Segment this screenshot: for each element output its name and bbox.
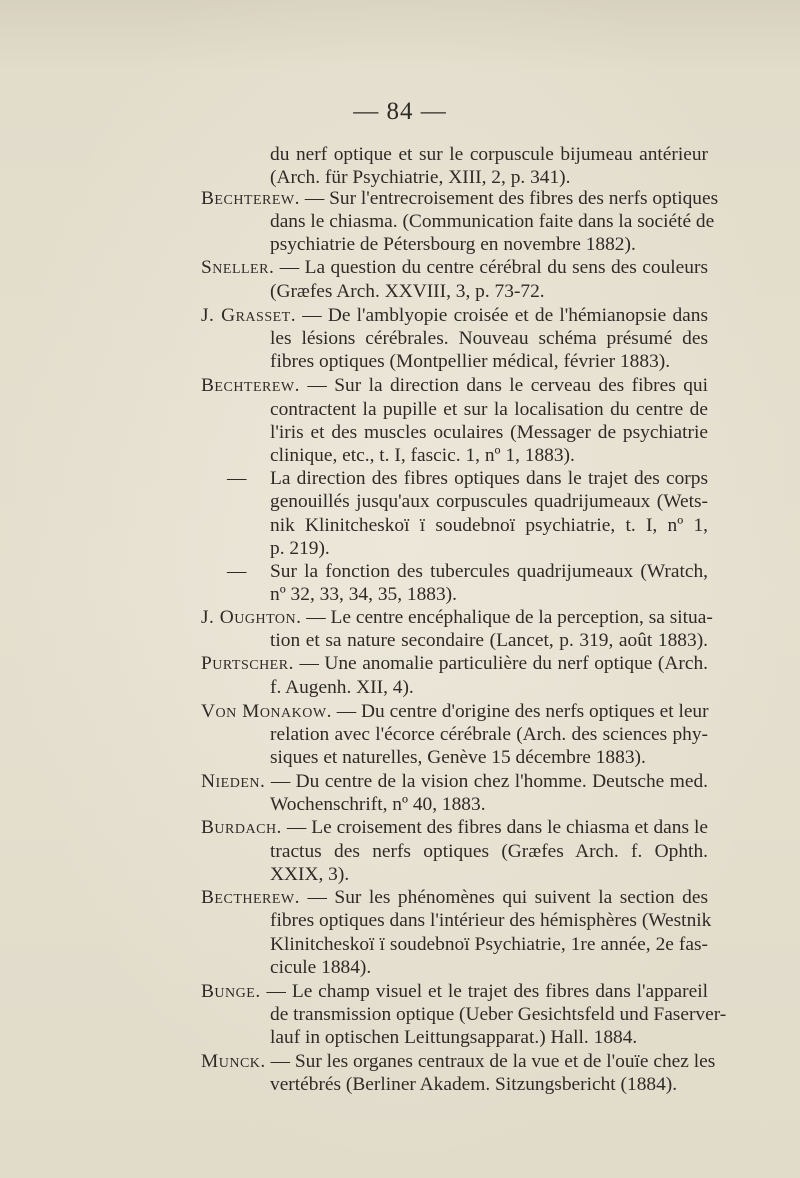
ditto-dash: — (227, 561, 247, 582)
entry-author: Munck. (201, 1051, 266, 1072)
entry-text-line: fibres optiques (Montpellier médical, février 1883). (270, 351, 671, 372)
entry-first-line (201, 606, 713, 630)
entry-text: — Sur l'entrecroisement des fibres des nerfs optiques (300, 188, 719, 209)
entry-first-line (201, 700, 708, 724)
entry-text-line: vertébrés (Berliner Akadem. Sitzungsbericht (1884). (270, 1074, 678, 1095)
entry-text: — Sur la direction dans le cerveau des fibres qui (300, 375, 708, 396)
entry-first-line (201, 770, 708, 794)
entry-text-line: lauf in optischen Leittungsapparat.) Hall. 1884. (270, 1027, 638, 1048)
entry-first-line (201, 652, 708, 676)
entry-author: J. Grasset. (201, 305, 297, 326)
entry-author: Bechterew. (201, 188, 300, 209)
entry-first-line (201, 1050, 716, 1074)
entry-text-line: cicule 1884). (270, 957, 372, 978)
entry-text-line: La direction des fibres optiques dans le trajet des corps (270, 468, 708, 489)
entry-author: Von Monakow. (201, 701, 332, 722)
page-number: — 84 — (353, 98, 447, 125)
entry-text-line: Sur la fonction des tubercules quadrijumeaux (Wratch, (270, 561, 708, 582)
entry-text-line: genouillés jusqu'aux corpuscules quadrijumeaux (Wets- (270, 491, 708, 512)
entry-text-line: XXIX, 3). (270, 864, 350, 885)
entry-first-line (201, 374, 708, 398)
entry-first-line (201, 256, 708, 280)
entry-text: — La question du centre cérébral du sens des couleurs (274, 257, 708, 278)
entry-text-line: (Arch. für Psychiatrie, XIII, 2, p. 341). (270, 167, 571, 188)
entry-text: — Du centre d'origine des nerfs optiques et leur (331, 701, 709, 722)
entry-text: — Sur les organes centraux de la vue et de l'ouïe chez les (265, 1051, 716, 1072)
entry-author: J. Oughton. (201, 607, 302, 628)
entry-text-line: nik Klinitcheskoï ï soudebnoï psychiatrie, t. I, nº 1, (270, 515, 708, 536)
entry-text-line: du nerf optique et sur le corpuscule bijumeau antérieur (270, 144, 708, 165)
entry-text-line: fibres optiques dans l'intérieur des hémisphères (Westnik (270, 910, 712, 931)
entry-first-line (201, 187, 719, 211)
entry-first-line (201, 980, 708, 1004)
entry-first-line (201, 304, 708, 328)
entry-text-line: les lésions cérébrales. Nouveau schéma présumé des (270, 328, 708, 349)
entry-author: Bunge. (201, 981, 261, 1002)
entry-text-line: Klinitcheskoï ï soudebnoï Psychiatrie, 1re année, 2e fas- (270, 934, 708, 955)
entry-text: — De l'amblyopie croisée et de l'hémianopsie dans (296, 305, 708, 326)
entry-text-line: clinique, etc., t. I, fascic. 1, nº 1, 1883). (270, 445, 575, 466)
entry-author: Nieden. (201, 771, 266, 792)
entry-author: Purtscher. (201, 653, 294, 674)
entry-author: Sneller. (201, 257, 275, 278)
entry-text-line: Wochenschrift, nº 40, 1883. (270, 794, 486, 815)
entry-text: — Sur les phénomènes qui suivent la section des (300, 887, 708, 908)
entry-text-line: contractent la pupille et sur la localisation du centre de (270, 399, 708, 420)
entry-text: — Du centre de la vision chez l'homme. Deutsche med. (265, 771, 708, 792)
entry-text-line: nº 32, 33, 34, 35, 1883). (270, 584, 457, 605)
entry-text-line: psychiatrie de Pétersbourg en novembre 1882). (270, 234, 636, 255)
entry-text-line: dans le chiasma. (Communication faite dans la société de (270, 211, 715, 232)
entry-text-line: siques et naturelles, Genève 15 décembre 1883). (270, 747, 646, 768)
entry-text-line: (Græfes Arch. XXVIII, 3, p. 73-72. (270, 281, 545, 302)
entry-text: — Une anomalie particulière du nerf optique (Arch. (293, 653, 708, 674)
entry-text-line: tractus des nerfs optiques (Græfes Arch. f. Ophth. (270, 841, 708, 862)
entry-text: — Le croisement des fibres dans le chiasma et dans le (281, 817, 708, 838)
ditto-dash: — (227, 468, 247, 489)
entry-text-line: p. 219). (270, 538, 330, 559)
entry-text-line: relation avec l'écorce cérébrale (Arch. des sciences phy- (270, 724, 708, 745)
entry-text-line: l'iris et des muscles oculaires (Messager de psychiatrie (270, 422, 708, 443)
entry-text-line: de transmission optique (Ueber Gesichtsfeld und Faserver- (270, 1004, 727, 1025)
entry-text: — Le champ visuel et le trajet des fibres dans l'appareil (260, 981, 708, 1002)
entry-author: Burdach. (201, 817, 282, 838)
entry-text-line: tion et sa nature secondaire (Lancet, p. 319, août 1883). (270, 630, 708, 651)
entry-text: — Le centre encéphalique de la perception, sa situa- (301, 607, 713, 628)
entry-first-line (201, 816, 708, 840)
entry-first-line (201, 886, 708, 910)
entry-text-line: f. Augenh. XII, 4). (270, 677, 414, 698)
entry-author: Bectherew. (201, 887, 300, 908)
entry-author: Bechterew. (201, 375, 300, 396)
